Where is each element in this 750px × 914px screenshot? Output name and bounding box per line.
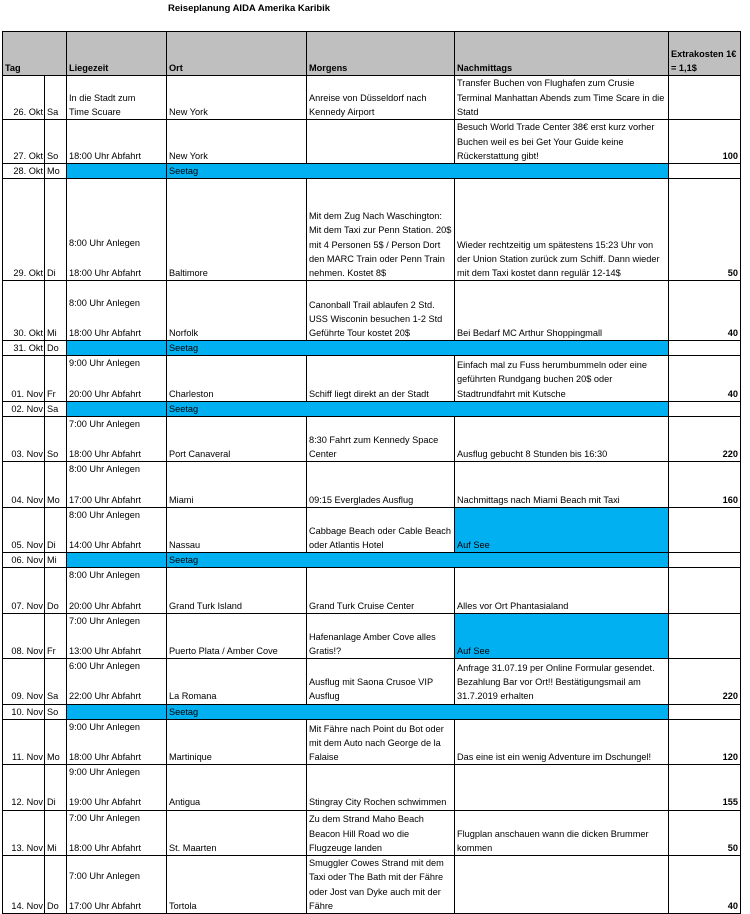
nachmittags-cell[interactable]: Flugplan anschauen wann die dicken Brummer kommen	[455, 810, 669, 855]
morgens-cell[interactable]: Hafenanlage Amber Cove alles Gratis!?	[307, 613, 455, 658]
departure-time: 18:00 Uhr Abfahrt	[69, 150, 142, 161]
arrival-time: 8:00 Uhr Anlegen	[69, 570, 141, 581]
extrakosten-cell[interactable]: 220	[669, 417, 741, 462]
sea-day-cell[interactable]: Seetag	[167, 401, 669, 416]
arrival-time: 9:00 Uhr Anlegen	[69, 767, 141, 778]
arrival-time: 8:00 Uhr Anlegen	[69, 237, 141, 248]
table-row	[3, 810, 741, 855]
table-row	[3, 179, 741, 281]
ort-cell[interactable]: Charleston	[167, 356, 307, 401]
ort-cell[interactable]: Port Canaveral	[167, 417, 307, 462]
table-row	[3, 120, 741, 164]
morgens-cell[interactable]: Grand Turk Cruise Center	[307, 568, 455, 613]
morgens-cell[interactable]	[307, 120, 455, 164]
liegezeit-cell[interactable]	[67, 568, 167, 613]
nachmittags-cell[interactable]: Wieder rechtzeitig um spätestens 15:23 Uhr von der Union Station zurück zum Schiff. Dann wieder mit dem Taxi kostet dann regulär 12-14$	[455, 179, 669, 281]
date-cell[interactable]: 02. Nov	[3, 401, 45, 416]
nachmittags-cell[interactable]: Auf See	[455, 613, 669, 658]
extrakosten-cell[interactable]: 100	[669, 120, 741, 164]
departure-time: 18:00 Uhr Abfahrt	[69, 268, 142, 278]
departure-time: 18:00 Uhr Abfahrt	[69, 449, 142, 460]
departure-time: 20:00 Uhr Abfahrt	[69, 600, 142, 611]
morgens-cell[interactable]: Canonball Trail ablaufen 2 Std. USS Wisconin besuchen 1-2 Std Geführte Tour kostet 20$	[307, 281, 455, 341]
extrakosten-cell[interactable]	[669, 613, 741, 658]
weekday-cell[interactable]: Sa	[45, 659, 67, 704]
liegezeit-cell[interactable]	[67, 76, 167, 120]
weekday-cell[interactable]: Mi	[45, 553, 67, 568]
departure-time: 19:00 Uhr Abfahrt	[69, 797, 142, 808]
weekday-cell[interactable]: Mo	[45, 164, 67, 179]
departure-time: Time Scuare	[69, 106, 121, 117]
weekday-cell[interactable]: Di	[45, 179, 67, 281]
weekday-cell[interactable]: Fr	[45, 356, 67, 401]
date-cell[interactable]: 07. Nov	[3, 568, 45, 613]
header-liegezeit[interactable]: Liegezeit	[67, 32, 167, 76]
ort-cell[interactable]: Baltimore	[167, 179, 307, 281]
nachmittags-cell[interactable]: Einfach mal zu Fuss herumbummeln oder eine geführten Rundgang buchen 20$ oder Stadtrundfahrt mit Kutsche	[455, 356, 669, 401]
extrakosten-cell[interactable]	[669, 164, 741, 179]
liegezeit-cell[interactable]	[67, 765, 167, 810]
liegezeit-cell[interactable]	[67, 281, 167, 341]
weekday-cell[interactable]: So	[45, 704, 67, 719]
weekday-cell[interactable]: Do	[45, 341, 67, 356]
departure-time: 17:00 Uhr Abfahrt	[69, 494, 142, 505]
sea-day-cell[interactable]: Seetag	[167, 341, 669, 356]
nachmittags-cell[interactable]: Nachmittags nach Miami Beach mit Taxi	[455, 462, 669, 507]
header-tag[interactable]: Tag	[3, 32, 67, 76]
ort-cell[interactable]: Antigua	[167, 765, 307, 810]
liegezeit-cell[interactable]	[67, 719, 167, 764]
morgens-cell[interactable]: Stingray City Rochen schwimmen	[307, 765, 455, 810]
sea-day-row	[3, 704, 741, 719]
extrakosten-cell[interactable]: 40	[669, 281, 741, 341]
morgens-cell[interactable]: Mit Fähre nach Point du Bot oder mit dem Auto nach George de la Falaise	[307, 719, 455, 764]
arrival-time: 7:00 Uhr Anlegen	[69, 870, 141, 881]
nachmittags-cell[interactable]: Besuch World Trade Center 38€ erst kurz vorher Buchen weil es bei Get Your Guide keine Rückerstattung gibt!	[455, 120, 669, 164]
nachmittags-cell[interactable]: Auf See	[455, 507, 669, 552]
liegezeit-cell[interactable]	[67, 179, 167, 281]
extrakosten-cell[interactable]	[669, 341, 741, 356]
liegezeit-cell[interactable]	[67, 356, 167, 401]
liegezeit-cell[interactable]	[67, 164, 167, 179]
ort-cell[interactable]: Miami	[167, 462, 307, 507]
morgens-cell[interactable]: Smuggler Cowes Strand mit dem Taxi oder The Bath mit der Fähre oder Jost van Dyke auch mit der Fähre	[307, 856, 455, 914]
extrakosten-cell[interactable]: 155	[669, 765, 741, 810]
table-row	[3, 659, 741, 704]
nachmittags-cell[interactable]	[455, 765, 669, 810]
ort-cell[interactable]: Norfolk	[167, 281, 307, 341]
ort-cell[interactable]: New York	[167, 120, 307, 164]
table-row	[3, 719, 741, 764]
nachmittags-cell[interactable]: Anfrage 31.07.19 per Online Formular gesendet. Bezahlung Bar vor Ort!! Bestätigungsmail am 31.7.2019 erhalten	[455, 659, 669, 704]
departure-time: 18:00 Uhr Abfahrt	[69, 328, 142, 338]
ort-cell[interactable]: La Romana	[167, 659, 307, 704]
liegezeit-cell[interactable]	[67, 659, 167, 704]
morgens-cell[interactable]: 8:30 Fahrt zum Kennedy Space Center	[307, 417, 455, 462]
date-cell[interactable]: 11. Nov	[3, 719, 45, 764]
table-row	[3, 76, 741, 120]
arrival-time: 7:00 Uhr Anlegen	[69, 615, 141, 626]
arrival-time: 7:00 Uhr Anlegen	[69, 419, 141, 430]
extrakosten-cell[interactable]: 40	[669, 356, 741, 401]
ort-cell[interactable]: Grand Turk Island	[167, 568, 307, 613]
departure-time: 14:00 Uhr Abfahrt	[69, 540, 142, 551]
header-extrakosten[interactable]: Extrakosten 1€ = 1,1$	[669, 32, 741, 76]
table-row	[3, 356, 741, 401]
extrakosten-cell[interactable]: 40	[669, 856, 741, 914]
weekday-cell[interactable]: Mo	[45, 462, 67, 507]
table-row	[3, 568, 741, 613]
ort-cell[interactable]: Nassau	[167, 507, 307, 552]
date-cell[interactable]: 01. Nov	[3, 356, 45, 401]
liegezeit-cell[interactable]	[67, 401, 167, 416]
extrakosten-cell[interactable]: 50	[669, 810, 741, 855]
date-cell[interactable]: 04. Nov	[3, 462, 45, 507]
morgens-cell[interactable]: 09:15 Everglades Ausflug	[307, 462, 455, 507]
morgens-cell[interactable]: Schiff liegt direkt an der Stadt	[307, 356, 455, 401]
liegezeit-cell[interactable]	[67, 810, 167, 855]
date-cell[interactable]: 27. Okt	[3, 120, 45, 164]
date-cell[interactable]: 13. Nov	[3, 810, 45, 855]
morgens-cell[interactable]: Ausflug mit Saona Crusoe VIP Ausflug	[307, 659, 455, 704]
extrakosten-cell[interactable]: 160	[669, 462, 741, 507]
nachmittags-cell[interactable]: Ausflug gebucht 8 Stunden bis 16:30	[455, 417, 669, 462]
liegezeit-cell[interactable]	[67, 507, 167, 552]
nachmittags-cell[interactable]: Transfer Buchen von Flughafen zum Crusie Terminal Manhattan Abends zum Time Scare in die Statd	[455, 76, 669, 120]
sea-day-row	[3, 164, 741, 179]
weekday-cell[interactable]: Sa	[45, 76, 67, 120]
table-row	[3, 417, 741, 462]
weekday-cell[interactable]: Di	[45, 765, 67, 810]
date-cell[interactable]: 12. Nov	[3, 765, 45, 810]
departure-time: 13:00 Uhr Abfahrt	[69, 646, 142, 657]
morgens-cell[interactable]: Cabbage Beach oder Cable Beach oder Atlantis Hotel	[307, 507, 455, 552]
date-cell[interactable]: 30. Okt	[3, 281, 45, 341]
header-nachmittags[interactable]: Nachmittags	[455, 32, 669, 76]
weekday-cell[interactable]: Mi	[45, 810, 67, 855]
arrival-time: 9:00 Uhr Anlegen	[69, 721, 141, 732]
date-cell[interactable]: 14. Nov	[3, 856, 45, 914]
table-row	[3, 765, 741, 810]
weekday-cell[interactable]: Fr	[45, 613, 67, 658]
weekday-cell[interactable]: Di	[45, 507, 67, 552]
nachmittags-cell[interactable]	[455, 856, 669, 914]
ort-cell[interactable]: New York	[167, 76, 307, 120]
extrakosten-cell[interactable]: 120	[669, 719, 741, 764]
ort-cell[interactable]: St. Maarten	[167, 810, 307, 855]
arrival-time: 9:00 Uhr Anlegen	[69, 358, 141, 369]
sea-day-row	[3, 341, 741, 356]
table-row	[3, 856, 741, 914]
extrakosten-cell[interactable]: 220	[669, 659, 741, 704]
liegezeit-cell[interactable]	[67, 553, 167, 568]
extrakosten-cell[interactable]	[669, 401, 741, 416]
extrakosten-cell[interactable]	[669, 704, 741, 719]
table-row	[3, 462, 741, 507]
ort-cell[interactable]: Tortola	[167, 856, 307, 914]
extrakosten-cell[interactable]	[669, 553, 741, 568]
date-cell[interactable]: 09. Nov	[3, 659, 45, 704]
extrakosten-cell[interactable]	[669, 507, 741, 552]
date-cell[interactable]: 03. Nov	[3, 417, 45, 462]
sea-day-row	[3, 553, 741, 568]
nachmittags-cell[interactable]: Das eine ist ein wenig Adventure im Dschungel!	[455, 719, 669, 764]
header-morgens[interactable]: Morgens	[307, 32, 455, 76]
date-cell[interactable]: 26. Okt	[3, 76, 45, 120]
header-ort[interactable]: Ort	[167, 32, 307, 76]
arrival-time: 8:00 Uhr Anlegen	[69, 509, 141, 520]
date-cell[interactable]: 31. Okt	[3, 341, 45, 356]
nachmittags-cell[interactable]: Alles vor Ort Phantasialand	[455, 568, 669, 613]
date-cell[interactable]: 06. Nov	[3, 553, 45, 568]
date-cell[interactable]: 08. Nov	[3, 613, 45, 658]
departure-time: 20:00 Uhr Abfahrt	[69, 388, 142, 399]
sea-day-cell[interactable]: Seetag	[167, 553, 669, 568]
weekday-cell[interactable]: Mo	[45, 719, 67, 764]
departure-time: 18:00 Uhr Abfahrt	[69, 842, 142, 853]
date-cell[interactable]: 29. Okt	[3, 179, 45, 281]
arrival-time: 8:00 Uhr Anlegen	[69, 464, 141, 475]
departure-time: 17:00 Uhr Abfahrt	[69, 900, 142, 911]
morgens-cell[interactable]: Anreise von Düsseldorf nach Kennedy Airport	[307, 76, 455, 120]
departure-time: 18:00 Uhr Abfahrt	[69, 752, 142, 763]
itinerary-table	[2, 31, 741, 914]
departure-time: 22:00 Uhr Abfahrt	[69, 691, 142, 702]
extrakosten-cell[interactable]	[669, 76, 741, 120]
extrakosten-cell[interactable]: 50	[669, 179, 741, 281]
weekday-cell[interactable]: So	[45, 120, 67, 164]
arrival-time: In die Stadt zum	[69, 92, 136, 103]
weekday-cell[interactable]: So	[45, 417, 67, 462]
arrival-time: 8:00 Uhr Anlegen	[69, 297, 141, 308]
table-row	[3, 507, 741, 552]
table-row	[3, 281, 741, 341]
morgens-cell[interactable]: Zu dem Strand Maho Beach Beacon Hill Road wo die Flugzeuge landen	[307, 810, 455, 855]
liegezeit-cell[interactable]	[67, 417, 167, 462]
liegezeit-cell[interactable]	[67, 341, 167, 356]
morgens-cell[interactable]: Mit dem Zug Nach Waschington: Mit dem Taxi zur Penn Station. 20$ mit 4 Personen 5$ / Person Dort den MARC Train oder Penn Train nehmen. Kostet 8$	[307, 179, 455, 281]
ort-cell[interactable]: Martinique	[167, 719, 307, 764]
arrival-time: 7:00 Uhr Anlegen	[69, 812, 141, 823]
liegezeit-cell[interactable]	[67, 120, 167, 164]
weekday-cell[interactable]: Do	[45, 568, 67, 613]
weekday-cell[interactable]: Do	[45, 856, 67, 914]
table-row	[3, 613, 741, 658]
extrakosten-cell[interactable]	[669, 568, 741, 613]
date-cell[interactable]: 28. Okt	[3, 164, 45, 179]
arrival-time: 6:00 Uhr Anlegen	[69, 661, 141, 672]
sea-day-row	[3, 401, 741, 416]
ort-cell[interactable]: Puerto Plata / Amber Cove	[167, 613, 307, 658]
nachmittags-cell[interactable]: Bei Bedarf MC Arthur Shoppingmall	[455, 281, 669, 341]
liegezeit-cell[interactable]	[67, 613, 167, 658]
weekday-cell[interactable]: Mi	[45, 281, 67, 341]
date-cell[interactable]: 10. Nov	[3, 704, 45, 719]
header-row	[3, 32, 741, 76]
sheet-title: Reiseplanung AIDA Amerika Karibik	[168, 3, 331, 14]
sea-day-cell[interactable]: Seetag	[167, 704, 669, 719]
weekday-cell[interactable]: Sa	[45, 401, 67, 416]
liegezeit-cell[interactable]	[67, 704, 167, 719]
liegezeit-cell[interactable]	[67, 856, 167, 914]
liegezeit-cell[interactable]	[67, 462, 167, 507]
sea-day-cell[interactable]: Seetag	[167, 164, 669, 179]
date-cell[interactable]: 05. Nov	[3, 507, 45, 552]
